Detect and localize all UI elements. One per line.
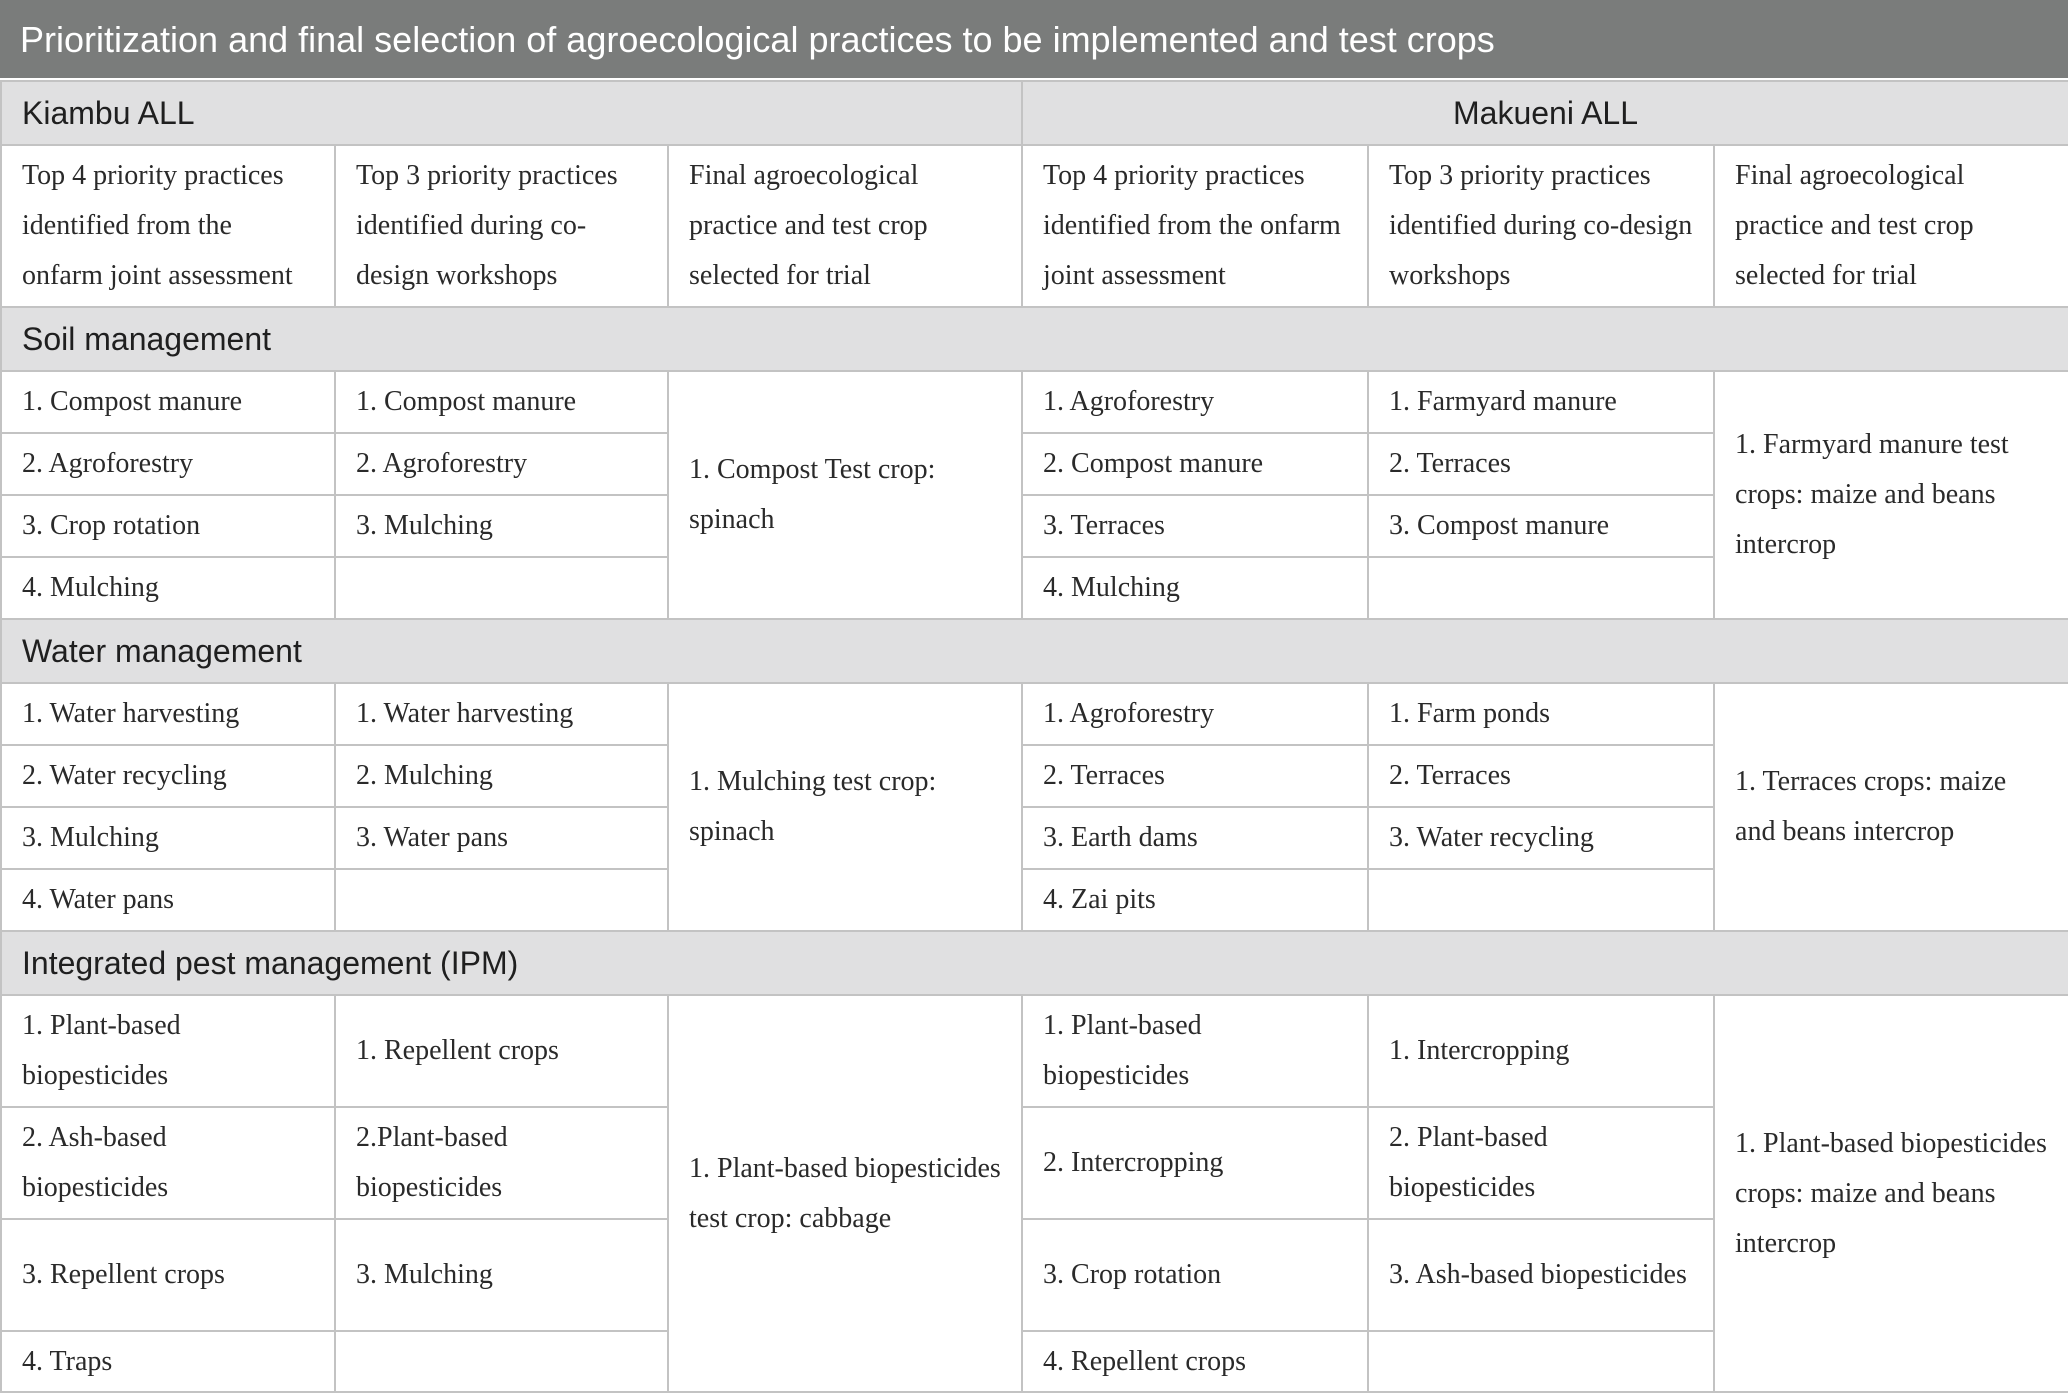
table-cell: 1. Compost manure bbox=[1, 371, 335, 433]
final-practice-cell: 1. Mulching test crop: spinach bbox=[668, 683, 1022, 931]
table-cell: 1. Intercropping bbox=[1368, 995, 1714, 1107]
table-cell: 3. Crop rotation bbox=[1, 495, 335, 557]
section-header-row bbox=[1, 307, 2068, 371]
table-cell: 3. Mulching bbox=[335, 495, 668, 557]
table-cell: 2. Compost manure bbox=[1022, 433, 1368, 495]
table-cell: 3. Mulching bbox=[335, 1219, 668, 1331]
table-cell: 2. Terraces bbox=[1368, 433, 1714, 495]
column-header: Top 3 priority practices identified during co-design workshops bbox=[1368, 145, 1714, 307]
final-practice-cell: 1. Terraces crops: maize and beans intercrop bbox=[1714, 683, 2068, 931]
table-cell: 1. Agroforestry bbox=[1022, 683, 1368, 745]
table-cell bbox=[335, 869, 668, 931]
table-cell: 1. Plant-based biopesticides bbox=[1, 995, 335, 1107]
table-title: Prioritization and final selection of agroecological practices to be implemented and test crops bbox=[0, 0, 2068, 80]
table-cell: 4. Repellent crops bbox=[1022, 1331, 1368, 1392]
table-row bbox=[1, 995, 2068, 1107]
section-header-row bbox=[1, 619, 2068, 683]
table-cell: 3. Water recycling bbox=[1368, 807, 1714, 869]
table-cell: 1. Farm ponds bbox=[1368, 683, 1714, 745]
section-title-ipm: Integrated pest management (IPM) bbox=[1, 931, 2068, 995]
table-cell: 2.Plant-based biopesticides bbox=[335, 1107, 668, 1219]
final-practice-cell: 1. Compost Test crop: spinach bbox=[668, 371, 1022, 619]
section-header-row bbox=[1, 931, 2068, 995]
table-cell bbox=[1368, 1331, 1714, 1392]
table-cell: 2. Agroforestry bbox=[1, 433, 335, 495]
table-cell bbox=[335, 557, 668, 619]
final-practice-cell: 1. Plant-based biopesticides test crop: cabbage bbox=[668, 995, 1022, 1392]
table-cell: 2. Intercropping bbox=[1022, 1107, 1368, 1219]
table-cell: 3. Repellent crops bbox=[1, 1219, 335, 1331]
table-cell: 2. Water recycling bbox=[1, 745, 335, 807]
column-header-row bbox=[1, 145, 2068, 307]
table-cell: 4. Traps bbox=[1, 1331, 335, 1392]
table-row bbox=[1, 683, 2068, 745]
section-title-soil: Soil management bbox=[1, 307, 2068, 371]
table-cell: 1. Compost manure bbox=[335, 371, 668, 433]
table-cell bbox=[335, 1331, 668, 1392]
column-header: Final agroecological practice and test crop selected for trial bbox=[668, 145, 1022, 307]
table-cell: 3. Terraces bbox=[1022, 495, 1368, 557]
table-cell: 1. Repellent crops bbox=[335, 995, 668, 1107]
region-row bbox=[1, 81, 2068, 145]
table-cell: 3. Ash-based biopesticides bbox=[1368, 1219, 1714, 1331]
table-cell: 2. Plant-based biopesticides bbox=[1368, 1107, 1714, 1219]
column-header: Top 4 priority practices identified from the onfarm joint assessment bbox=[1, 145, 335, 307]
table-cell: 3. Mulching bbox=[1, 807, 335, 869]
table-cell: 1. Plant-based biopesticides bbox=[1022, 995, 1368, 1107]
section-title-water: Water management bbox=[1, 619, 2068, 683]
column-header: Final agroecological practice and test crop selected for trial bbox=[1714, 145, 2068, 307]
table-cell: 3. Crop rotation bbox=[1022, 1219, 1368, 1331]
table-cell: 3. Earth dams bbox=[1022, 807, 1368, 869]
column-header: Top 3 priority practices identified during co-design workshops bbox=[335, 145, 668, 307]
table-cell: 3. Compost manure bbox=[1368, 495, 1714, 557]
table-cell bbox=[1368, 869, 1714, 931]
table-cell: 1. Farmyard manure bbox=[1368, 371, 1714, 433]
table-row bbox=[1, 371, 2068, 433]
table-cell: 2. Agroforestry bbox=[335, 433, 668, 495]
table-cell: 4. Mulching bbox=[1, 557, 335, 619]
table-cell: 4. Mulching bbox=[1022, 557, 1368, 619]
final-practice-cell: 1. Farmyard manure test crops: maize and beans intercrop bbox=[1714, 371, 2068, 619]
column-header: Top 4 priority practices identified from the onfarm joint assessment bbox=[1022, 145, 1368, 307]
table-cell bbox=[1368, 557, 1714, 619]
table-cell: 2. Terraces bbox=[1368, 745, 1714, 807]
table-cell: 1. Water harvesting bbox=[335, 683, 668, 745]
table-cell: 2. Terraces bbox=[1022, 745, 1368, 807]
table-cell: 1. Water harvesting bbox=[1, 683, 335, 745]
table-cell: 4. Zai pits bbox=[1022, 869, 1368, 931]
region-makueni: Makueni ALL bbox=[1022, 81, 2068, 145]
table-cell: 2. Ash-based biopesticides bbox=[1, 1107, 335, 1219]
table-cell: 2. Mulching bbox=[335, 745, 668, 807]
final-practice-cell: 1. Plant-based biopesticides crops: maize and beans intercrop bbox=[1714, 995, 2068, 1392]
region-kiambu: Kiambu ALL bbox=[1, 81, 1022, 145]
table-cell: 4. Water pans bbox=[1, 869, 335, 931]
practices-table bbox=[0, 80, 2068, 1393]
table-cell: 3. Water pans bbox=[335, 807, 668, 869]
table-cell: 1. Agroforestry bbox=[1022, 371, 1368, 433]
